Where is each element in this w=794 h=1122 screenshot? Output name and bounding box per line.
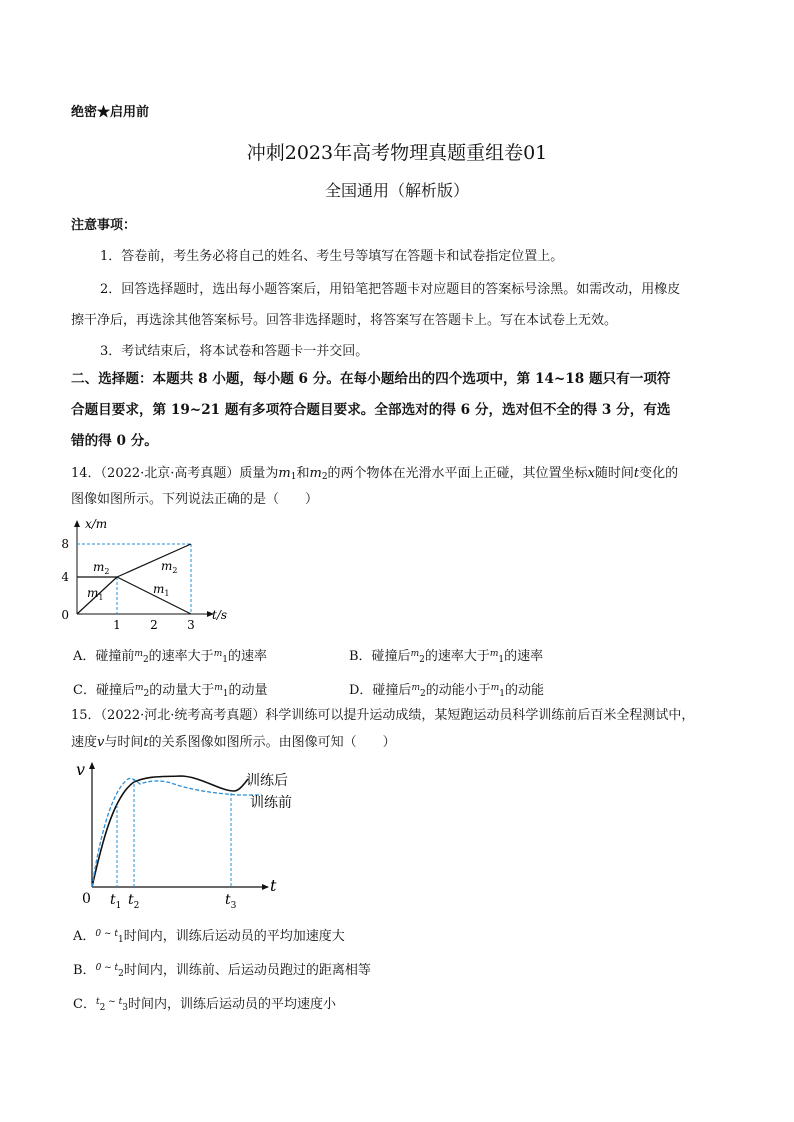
t3-label: $t_3$ (225, 892, 237, 911)
m2-line-after (117, 544, 191, 577)
section-line: 错的得 0 分。 (71, 433, 158, 449)
q14-stem-line1: 14．（2022·北京·高考真题）质量为$m_1$和$m_2$的两个物体在光滑水平面上正碰，其位置坐标x随时间t变化的 (71, 466, 679, 482)
q15-velocity-time-graph (70, 757, 310, 912)
q14-option-a: A．碰撞前$^m_2$的速率大于$^m_1$的速率 (73, 649, 267, 665)
before-training-label: 训练前 (250, 795, 292, 811)
note-item: 擦干净后，再选涂其他答案标号。回答非选择题时，将答案写在答题卡上。写在本试卷上无效。 (71, 313, 618, 328)
ytick-4: 4 (61, 570, 69, 584)
section-line: 合题目要求，第 19~21 题有多项符合题目要求。全部选对的得 6 分，选对但不全的得 3 分，有选 (71, 402, 671, 418)
q14-option-b: B．碰撞后$^m_2$的速率大于$^m_1$的速率 (349, 649, 544, 665)
x-axis-label: t/s (212, 608, 228, 622)
q15-stem-line2: 速度v与时间t的关系图像如图所示。由图像可知（ ） (71, 735, 396, 750)
note-item: 2．回答选择题时，选出每小题答案后，用铅笔把答题卡对应题目的答案标号涂黑。如需改动，用橡皮 (100, 282, 681, 297)
xtick-1: 1 (113, 618, 121, 632)
label-m1-right: $m_1$ (153, 582, 170, 598)
ytick-0: 0 (61, 608, 69, 622)
q15-option-c: C．$^t_2$ $^{\sim t}_3$时间内，训练后运动员的平均速度小 (73, 997, 336, 1013)
q15-stem-line1: 15．（2022·河北·统考高考真题）科学训练可以提升运动成绩，某短跑运动员科学训练前后百米全程测试中， (71, 708, 695, 723)
label-m2-right: $m_2$ (161, 559, 178, 575)
t-axis-label: t (270, 876, 277, 895)
q14-option-d: D．碰撞后$^m_2$的动能小于$^m_1$的动能 (349, 683, 545, 699)
t2-label: $t_2$ (128, 892, 140, 911)
secret-label: 绝密★启用前 (71, 105, 150, 120)
ytick-8: 8 (61, 537, 69, 551)
page-title: 冲刺2023年高考物理真题重组卷01 (246, 142, 548, 164)
q14-option-c: C．碰撞后$^m_2$的动量大于$^m_1$的动量 (73, 683, 268, 699)
q15-option-a: A．$^{0 \sim t}_1$时间内，训练后运动员的平均加速度大 (73, 929, 345, 945)
note-item: 1．答卷前，考生务必将自己的姓名、考生号等填写在答题卡和试卷指定位置上。 (100, 249, 564, 264)
after-training-curve (92, 776, 248, 887)
after-training-label: 训练后 (246, 773, 288, 789)
t1-label: $t_1$ (110, 892, 122, 911)
q15-option-b: B．$^{0 \sim t}_2$时间内，训练前、后运动员跑过的距离相等 (73, 963, 371, 979)
label-m1-left: $m_1$ (87, 586, 104, 602)
notes-heading: 注意事项： (71, 218, 137, 233)
q14-position-time-graph (55, 515, 235, 637)
xtick-2: 2 (150, 618, 158, 632)
y-axis-label: x/m (85, 517, 108, 531)
note-item: 3．考试结束后，将本试卷和答题卡一并交回。 (100, 344, 369, 359)
v-axis-label: v (76, 760, 86, 779)
q14-stem-line2: 图像如图所示。下列说法正确的是（ ） (71, 492, 319, 507)
xtick-3: 3 (187, 618, 195, 632)
origin-label: 0 (82, 891, 91, 907)
page-subtitle: 全国通用（解析版） (324, 181, 469, 200)
label-m2-left: $m_2$ (93, 560, 110, 576)
section-line: 二、选择题：本题共 8 小题，每小题 6 分。在每小题给出的四个选项中，第 14~18 题只有一项符 (71, 371, 671, 387)
